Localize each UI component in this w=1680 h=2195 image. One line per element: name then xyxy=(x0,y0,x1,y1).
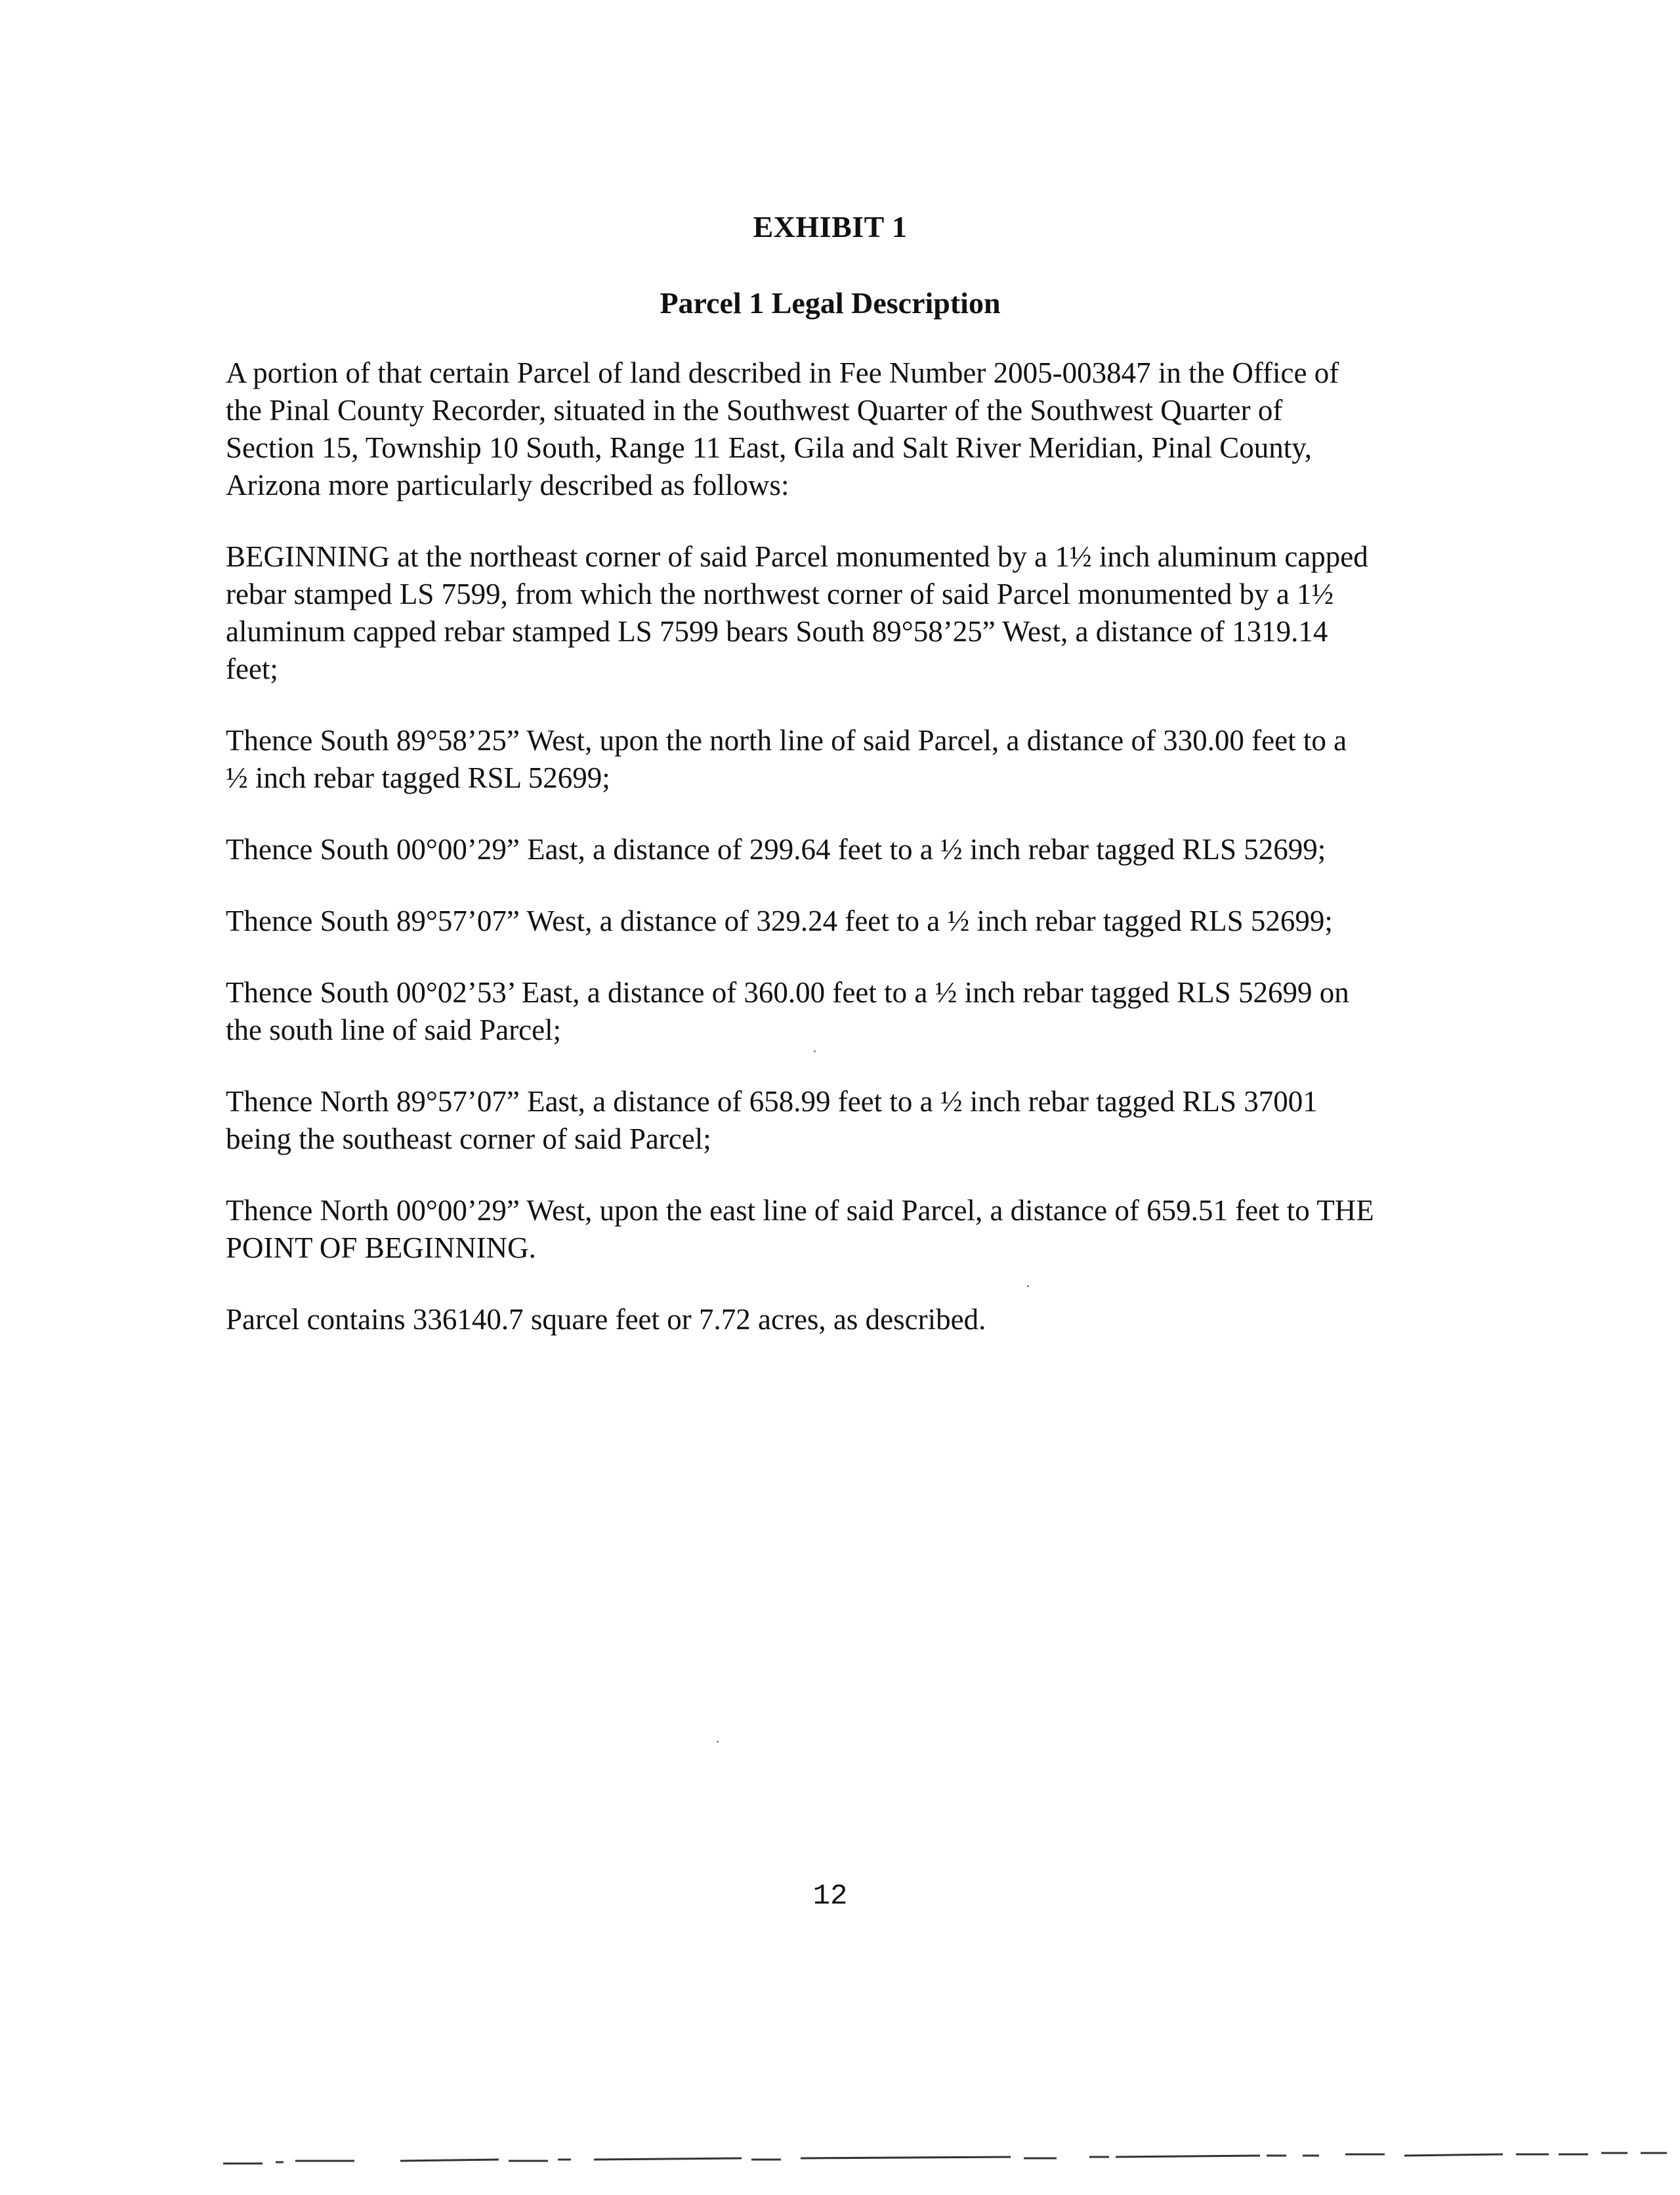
area-summary-paragraph: Parcel contains 336140.7 square feet or 7.72 acres, as described. xyxy=(226,1303,986,1336)
exhibit-title: EXHIBIT 1 xyxy=(753,210,908,244)
course-paragraph-1: Thence South 89°58’25” West, upon the north line of said Parcel, a distance of 330.00 feet to a ½ inch rebar tagged RSL 52699; xyxy=(226,724,1347,794)
section-subtitle: Parcel 1 Legal Description xyxy=(660,286,1001,320)
course-paragraph-3: Thence South 89°57’07” West, a distance of 329.24 feet to a ½ inch rebar tagged RLS 52699; xyxy=(226,905,1333,937)
scan-artifact-dashes xyxy=(0,2146,1680,2173)
course-paragraph-6: Thence North 00°00’29” West, upon the east line of said Parcel, a distance of 659.51 feet to THE POINT OF BEGINNING. xyxy=(226,1194,1374,1264)
beginning-paragraph: BEGINNING at the northeast corner of said Parcel monumented by a 1½ inch aluminum capped rebar stamped LS 7599, from which the northwest corner of said Parcel monumented by a 1½ aluminum capped rebar stamped LS 7599 bears South 89°58’25” West, a distance of 1319.14 feet; xyxy=(226,540,1368,685)
page-number: 12 xyxy=(812,1880,848,1913)
legal-description-body xyxy=(226,354,1473,1373)
scan-speck xyxy=(814,1050,816,1052)
scan-speck xyxy=(717,1741,719,1743)
scan-speck xyxy=(1027,1285,1029,1287)
intro-paragraph: A portion of that certain Parcel of land described in Fee Number 2005-003847 in the Office of the Pinal County Recorder, situated in the Southwest Quarter of the Southwest Quarter of Section 15, Township 10 South, Range 11 East, Gila and Salt River Meridian, Pinal County, Arizona more particularly described as follows: xyxy=(226,356,1339,501)
course-paragraph-5: Thence North 89°57’07” East, a distance of 658.99 feet to a ½ inch rebar tagged RLS 37001 being the southeast corner of said Parcel; xyxy=(226,1085,1318,1155)
course-paragraph-4: Thence South 00°02’53’ East, a distance of 360.00 feet to a ½ inch rebar tagged RLS 52699 on the south line of said Parcel; xyxy=(226,976,1349,1046)
course-paragraph-2: Thence South 00°00’29” East, a distance of 299.64 feet to a ½ inch rebar tagged RLS 52699; xyxy=(226,833,1326,866)
